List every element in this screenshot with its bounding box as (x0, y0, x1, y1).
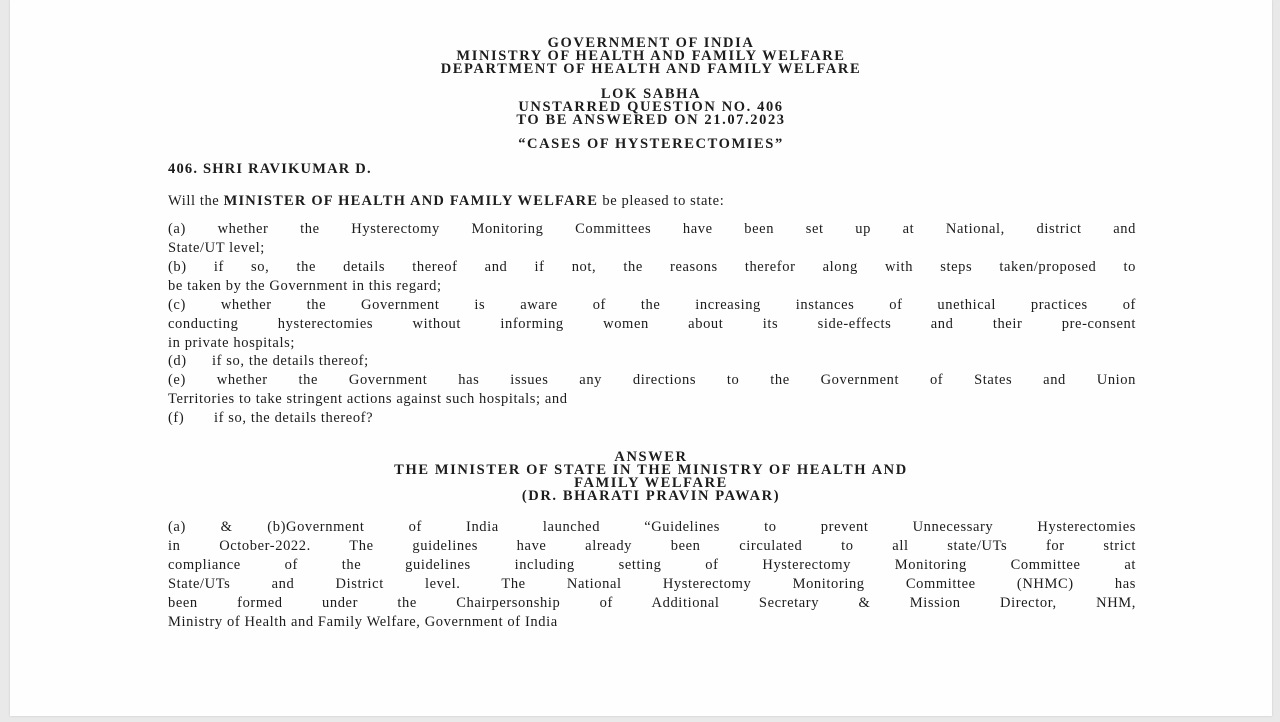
answer-title: ANSWER (614, 449, 688, 465)
answer-label: (a) & (b) (168, 519, 286, 535)
question-a-label: (a) (168, 221, 186, 237)
answer-text-3: compliance of the guidelines including setting of Hysterectomy Monitoring Committee at (168, 557, 1136, 573)
question-header (10, 88, 1272, 127)
header-line-department: DEPARTMENT OF HEALTH AND FAMILY WELFARE (440, 61, 862, 77)
intro-minister: MINISTER OF HEALTH AND FAMILY WELFARE (223, 193, 599, 209)
government-header (10, 37, 1272, 76)
answer-minister-line-1: THE MINISTER OF STATE IN THE MINISTRY OF HEALTH AND (394, 462, 908, 478)
question-a-text-1: whether the Hysterectomy Monitoring Committees have been set up at National, district and (217, 221, 1136, 237)
answer-text-5: been formed under the Chairpersonship of Additional Secretary & Mission Director, NHM, (168, 595, 1136, 611)
question-c-text-1: whether the Government is aware of the increasing instances of unethical practices of (220, 297, 1136, 313)
question-d-line-1 (168, 352, 1136, 370)
question-c-text-3: in private hospitals; (168, 335, 295, 351)
question-b-text-1: if so, the details thereof and if not, the reasons therefor along with steps taken/proposed to (213, 259, 1136, 275)
question-b-line-1 (168, 258, 1136, 276)
member-name: 406. SHRI RAVIKUMAR D. (168, 161, 372, 177)
question-b-label: (b) (168, 259, 187, 275)
answer-text-1: Government of India launched “Guidelines to prevent Unnecessary Hysterectomies (286, 519, 1136, 535)
question-e-text-1: whether the Government has issues any directions to the Government of States and Union (216, 372, 1136, 388)
question-b-text-2: be taken by the Government in this regard; (168, 278, 442, 294)
question-c-text-2: conducting hysterectomies without informing women about its side-effects and their pre-consent (168, 316, 1136, 332)
answer-text-4: State/UTs and District level. The National Hysterectomy Monitoring Committee (NHMC) has (168, 576, 1136, 592)
question-c-line-1 (168, 296, 1136, 314)
question-d-label: (d) (168, 353, 187, 369)
answer-date: TO BE ANSWERED ON 21.07.2023 (516, 112, 786, 128)
header-line-ministry: MINISTRY OF HEALTH AND FAMILY WELFARE (456, 48, 846, 64)
question-subject: “CASES OF HYSTERECTOMIES” (518, 136, 784, 152)
question-d-text-1: if so, the details thereof; (212, 353, 369, 369)
question-e-text-2: Territories to take stringent actions against such hospitals; and (168, 391, 568, 407)
question-c-label: (c) (168, 297, 186, 313)
answer-text-2: in October-2022. The guidelines have already been circulated to all state/UTs for strict (168, 538, 1136, 554)
question-a-text-2: State/UT level; (168, 240, 265, 256)
answer-text-6: Ministry of Health and Family Welfare, Government of India (168, 614, 558, 630)
document-page (10, 0, 1272, 716)
answer-header (10, 451, 1272, 503)
answer-minister-name: (DR. BHARATI PRAVIN PAWAR) (521, 488, 781, 504)
question-number: UNSTARRED QUESTION NO. 406 (518, 99, 784, 115)
answer-line-1 (168, 518, 1136, 536)
question-f-label: (f) (168, 410, 185, 426)
question-f-text-1: if so, the details thereof? (214, 410, 374, 426)
intro-prefix: Will the (168, 193, 220, 209)
question-f-line-1 (168, 409, 1136, 427)
question-e-label: (e) (168, 372, 186, 388)
intro-suffix: be pleased to state: (602, 193, 725, 209)
house-name: LOK SABHA (600, 86, 702, 102)
question-e-line-1 (168, 371, 1136, 389)
intro-line (168, 192, 1136, 210)
answer-minister-line-2: FAMILY WELFARE (574, 475, 728, 491)
header-line-government: GOVERNMENT OF INDIA (547, 35, 755, 51)
question-a-line-1 (168, 220, 1136, 238)
